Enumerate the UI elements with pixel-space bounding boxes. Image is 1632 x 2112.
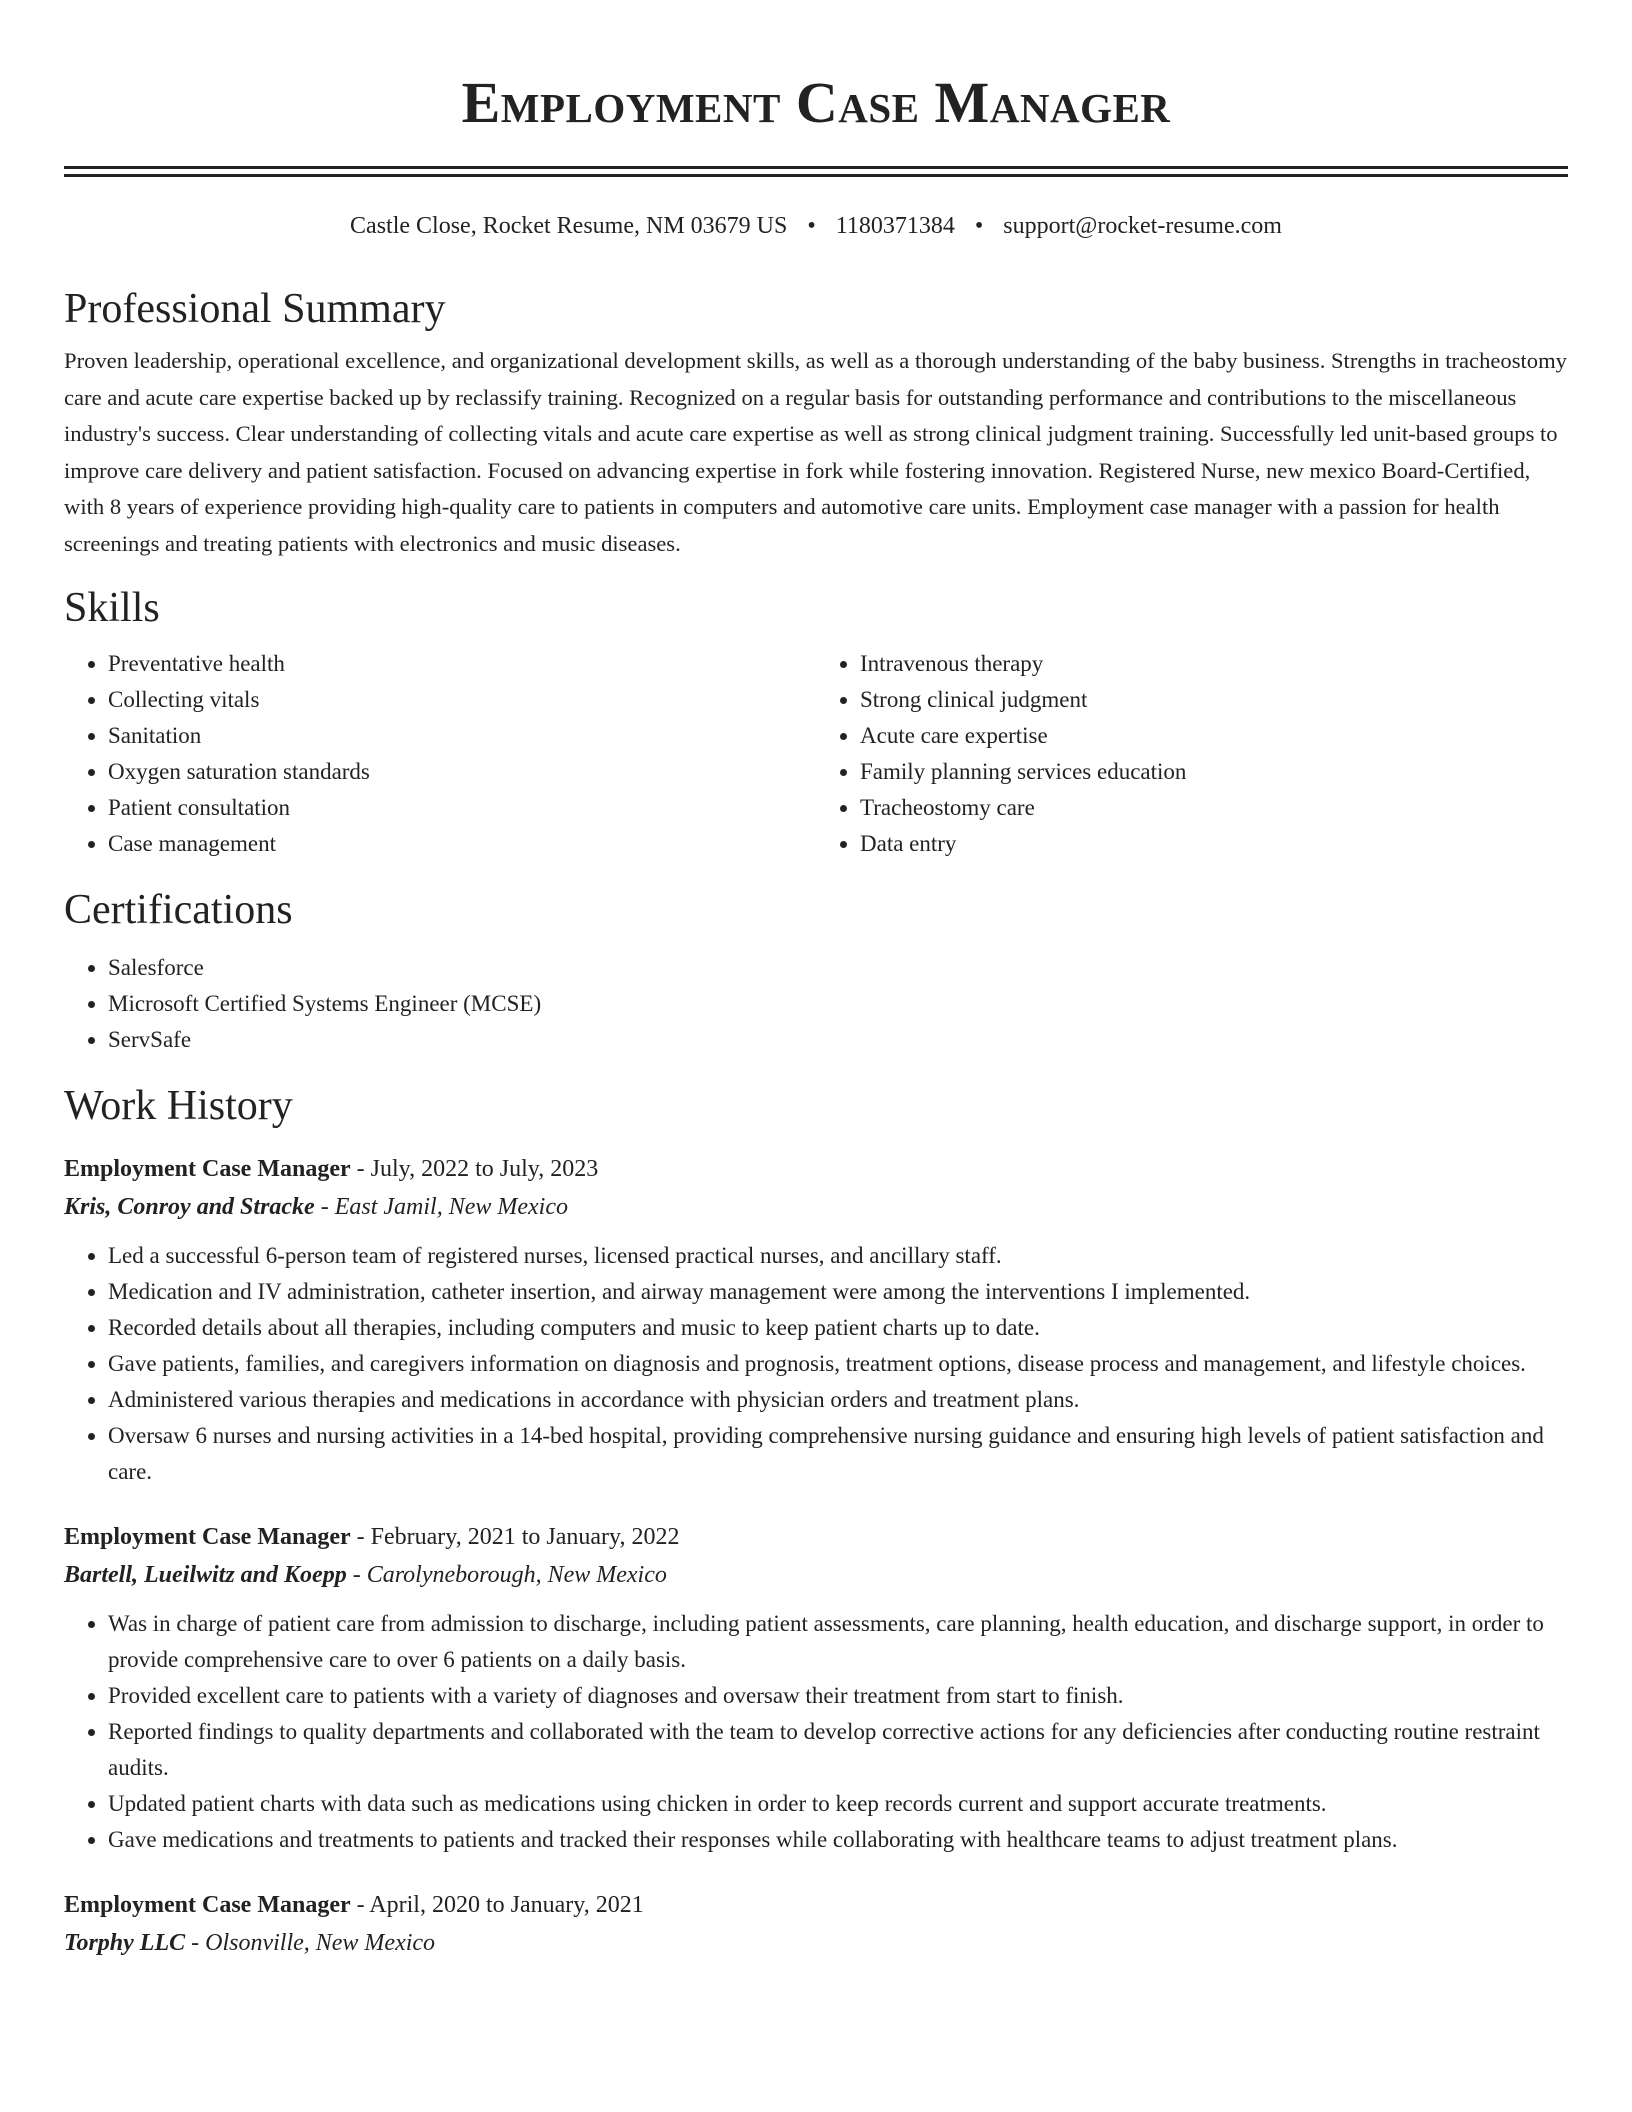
job-role: Employment Case Manager xyxy=(64,1156,351,1182)
contact-address: Castle Close, Rocket Resume, NM 03679 US xyxy=(350,213,788,239)
job-bullet: • Medication and IV administration, catheter insertion, and airway management were among the interventions I implemented. xyxy=(108,1274,1568,1310)
job-company: Kris, Conroy and Stracke xyxy=(64,1194,315,1220)
skills-list-left xyxy=(64,646,816,862)
job-company-line xyxy=(64,1924,1568,1962)
job-dates: - April, 2020 to January, 2021 xyxy=(350,1892,644,1918)
work-history-heading: Work History xyxy=(64,1083,293,1129)
job-dates: - February, 2021 to January, 2022 xyxy=(350,1524,680,1550)
job-dates: - July, 2022 to July, 2023 xyxy=(350,1156,599,1182)
job-role: Employment Case Manager xyxy=(64,1524,351,1550)
certification-item: • ServSafe xyxy=(108,1022,1568,1058)
job-bullet: • Administered various therapies and medications in accordance with physician orders and treatment plans. xyxy=(108,1382,1568,1418)
contact-separator: • xyxy=(974,213,984,239)
job-company-line xyxy=(64,1556,1568,1594)
contact-separator: • xyxy=(807,213,816,239)
header-divider-second xyxy=(64,174,1568,177)
skill-item: • Case management xyxy=(108,826,816,862)
job-bullet: • Reported findings to quality departments and collaborated with the team to develop corrective actions for any deficiencies after conducting routine restraint audits. xyxy=(108,1714,1568,1786)
job-bullet: • Provided excellent care to patients with a variety of diagnoses and oversaw their treatment from start to finish. xyxy=(108,1678,1568,1714)
job-role: Employment Case Manager xyxy=(64,1892,351,1918)
job-bullets xyxy=(64,1606,1568,1858)
job-company: Bartell, Lueilwitz and Koepp xyxy=(64,1562,347,1588)
job-entry xyxy=(64,1518,1568,1858)
job-title-line xyxy=(64,1518,1568,1556)
skill-item: • Collecting vitals xyxy=(108,682,816,718)
skill-item: • Oxygen saturation standards xyxy=(108,754,816,790)
skills-list-right xyxy=(816,646,1568,862)
job-title-line xyxy=(64,1886,1568,1924)
skill-item: • Sanitation xyxy=(108,718,816,754)
skill-item: • Acute care expertise xyxy=(860,718,1568,754)
skill-item: • Patient consultation xyxy=(108,790,816,826)
job-bullet: • Oversaw 6 nurses and nursing activities in a 14-bed hospital, providing comprehensive nursing guidance and ensuring high levels of patient satisfaction and care. xyxy=(108,1418,1568,1490)
skill-item: • Data entry xyxy=(860,826,1568,862)
skill-item: • Intravenous therapy xyxy=(860,646,1568,682)
skill-item: • Family planning services education xyxy=(860,754,1568,790)
job-bullet: • Recorded details about all therapies, including computers and music to keep patient charts up to date. xyxy=(108,1310,1568,1346)
job-title-line xyxy=(64,1150,1568,1188)
summary-text: Proven leadership, operational excellence, and organizational development skills, as well as a thorough understanding of the baby business. Strengths in tracheostomy care and acute care expertise backed up by reclassify training. Recognized on a regular basis for outstanding performance and contributions to the miscellaneous industry's success. Clear understanding of collecting vitals and acute care expertise as well as strong clinical judgment training. Successfully led unit-based groups to improve care delivery and patient satisfaction. Focused on advancing expertise in fork while fostering innovation. Registered Nurse, new mexico Board-Certified, with 8 years of experience providing high-quality care to patients in computers and automotive care units. Employment case manager with a passion for health screenings and treating patients with electronics and music diseases. xyxy=(64,348,1567,556)
summary-heading: Professional Summary xyxy=(64,286,446,332)
job-bullet: • Led a successful 6-person team of registered nurses, licensed practical nurses, and ancillary staff. xyxy=(108,1238,1568,1274)
job-bullet: • Updated patient charts with data such as medications using chicken in order to keep records current and support accurate treatments. xyxy=(108,1786,1568,1822)
resume-name: Employment Case Manager xyxy=(461,70,1171,135)
job-entry xyxy=(64,1886,1568,1962)
job-bullet: • Was in charge of patient care from admission to discharge, including patient assessments, care planning, health education, and discharge support, in order to provide comprehensive care to over 6 patients on a daily basis. xyxy=(108,1606,1568,1678)
certification-item: • Microsoft Certified Systems Engineer (MCSE) xyxy=(108,986,1568,1022)
skills-heading: Skills xyxy=(64,585,160,631)
certification-item: • Salesforce xyxy=(108,950,1568,986)
job-location: - East Jamil, New Mexico xyxy=(314,1194,568,1220)
job-company-line xyxy=(64,1188,1568,1226)
job-entry xyxy=(64,1150,1568,1490)
job-location: - Carolyneborough, New Mexico xyxy=(346,1562,667,1588)
skills-columns xyxy=(64,646,1568,862)
job-bullet: • Gave patients, families, and caregivers information on diagnosis and prognosis, treatment options, disease process and management, and lifestyle choices. xyxy=(108,1346,1568,1382)
job-bullets xyxy=(64,1238,1568,1490)
skill-item: • Tracheostomy care xyxy=(860,790,1568,826)
skill-item: • Preventative health xyxy=(108,646,816,682)
certifications-list xyxy=(64,950,1568,1058)
job-company: Torphy LLC xyxy=(64,1930,186,1956)
job-bullet: • Gave medications and treatments to patients and tracked their responses while collaborating with healthcare teams to adjust treatment plans. xyxy=(108,1822,1568,1858)
job-location: - Olsonville, New Mexico xyxy=(185,1930,436,1956)
certifications-heading: Certifications xyxy=(64,887,293,933)
contact-email: support@rocket-resume.com xyxy=(1003,213,1282,239)
skill-item: • Strong clinical judgment xyxy=(860,682,1568,718)
header-divider xyxy=(64,166,1568,169)
contact-line xyxy=(64,209,1568,243)
contact-phone: 1180371384 xyxy=(835,213,955,239)
